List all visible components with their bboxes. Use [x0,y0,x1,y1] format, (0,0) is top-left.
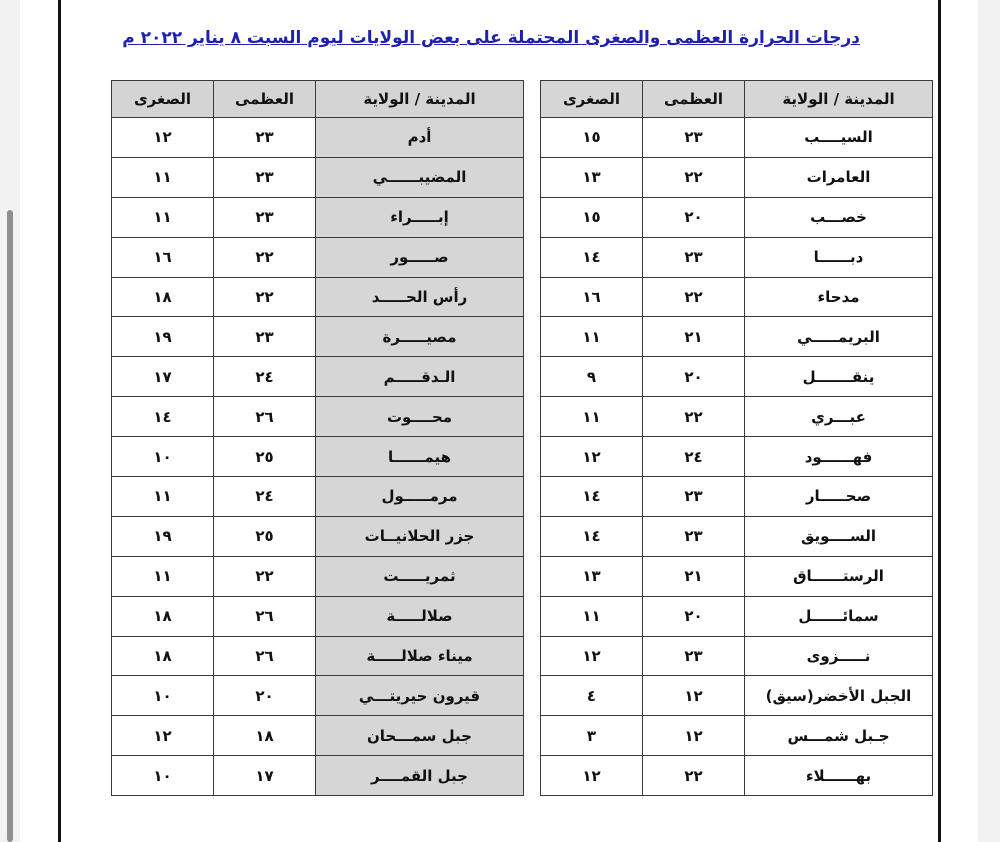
max-temp-cell: ٢٠ [643,357,745,397]
city-cell: مدحاء [745,277,933,317]
city-cell: ثمريـــــت [316,556,524,596]
max-temp-cell: ٢٣ [643,237,745,277]
min-temp-cell: ١١ [112,556,214,596]
max-temp-cell: ٢٣ [643,636,745,676]
city-cell: ينقـــــــل [745,357,933,397]
max-temp-cell: ١٢ [643,716,745,756]
city-cell: البريمـــــي [745,317,933,357]
min-temp-cell: ١١ [541,397,643,437]
vertical-scrollbar[interactable] [7,210,13,842]
header-city: المدينة / الولاية [745,81,933,118]
max-temp-cell: ٢٣ [214,118,316,158]
min-temp-cell: ١٤ [541,516,643,556]
city-cell: المضيبــــــي [316,157,524,197]
max-temp-cell: ١٧ [214,756,316,796]
table-row [112,197,524,237]
min-temp-cell: ١٢ [541,437,643,477]
min-temp-cell: ١٠ [112,437,214,477]
table-row [112,516,524,556]
page-border-right [938,0,941,842]
city-cell: محــــوت [316,397,524,437]
table-row [541,118,933,158]
table-row [541,477,933,517]
table-row [112,596,524,636]
city-cell: العامرات [745,157,933,197]
table-row [541,676,933,716]
min-temp-cell: ١١ [112,197,214,237]
city-cell: الـدقـــــم [316,357,524,397]
max-temp-cell: ٢٦ [214,397,316,437]
min-temp-cell: ١٦ [541,277,643,317]
header-min: الصغرى [112,81,214,118]
max-temp-cell: ٢١ [643,317,745,357]
max-temp-cell: ٢٣ [214,317,316,357]
table-row [541,237,933,277]
max-temp-cell: ٢١ [643,556,745,596]
min-temp-cell: ١٣ [541,157,643,197]
max-temp-cell: ٢٠ [214,676,316,716]
city-cell: نـــــزوى [745,636,933,676]
city-cell: إبـــــراء [316,197,524,237]
min-temp-cell: ١٠ [112,756,214,796]
min-temp-cell: ١٤ [112,397,214,437]
table-row [112,636,524,676]
table-row [112,716,524,756]
min-temp-cell: ١٨ [112,277,214,317]
max-temp-cell: ٢٣ [643,118,745,158]
min-temp-cell: ١١ [541,596,643,636]
header-max: العظمى [643,81,745,118]
max-temp-cell: ٢٣ [214,157,316,197]
city-cell: صحـــــار [745,477,933,517]
city-cell: مصيـــــرة [316,317,524,357]
max-temp-cell: ١٨ [214,716,316,756]
table-header-row [541,81,933,118]
max-temp-cell: ٢٦ [214,636,316,676]
table-row [112,437,524,477]
header-city: المدينة / الولاية [316,81,524,118]
header-max: العظمى [214,81,316,118]
max-temp-cell: ٢٣ [214,197,316,237]
min-temp-cell: ١٦ [112,237,214,277]
city-cell: مرمـــــول [316,477,524,517]
table-row [541,437,933,477]
header-min: الصغرى [541,81,643,118]
min-temp-cell: ١٨ [112,596,214,636]
max-temp-cell: ٢٤ [214,357,316,397]
min-temp-cell: ١١ [112,157,214,197]
city-cell: فهــــــود [745,437,933,477]
table-row [112,157,524,197]
min-temp-cell: ١٧ [112,357,214,397]
table-row [541,596,933,636]
temperature-table-left [111,80,524,796]
table-row [541,157,933,197]
min-temp-cell: ١٩ [112,516,214,556]
max-temp-cell: ٢٠ [643,596,745,636]
min-temp-cell: ١٢ [112,716,214,756]
table-row [112,357,524,397]
city-cell: السيــــب [745,118,933,158]
city-cell: قيرون حيريتـــي [316,676,524,716]
page-border-left [58,0,61,842]
city-cell: جبل القمــــر [316,756,524,796]
min-temp-cell: ١٨ [112,636,214,676]
temperature-table-right [540,80,933,796]
min-temp-cell: ١٤ [541,237,643,277]
max-temp-cell: ٢٢ [214,556,316,596]
table-row [541,556,933,596]
city-cell: ميناء صلالـــــة [316,636,524,676]
table-row [541,636,933,676]
table-row [112,676,524,716]
min-temp-cell: ١٢ [541,636,643,676]
min-temp-cell: ١١ [112,477,214,517]
min-temp-cell: ١٠ [112,676,214,716]
table-header-row [112,81,524,118]
table-row [541,197,933,237]
table-row [112,556,524,596]
city-cell: أدم [316,118,524,158]
table-row [112,477,524,517]
max-temp-cell: ٢٢ [214,277,316,317]
max-temp-cell: ٢٦ [214,596,316,636]
table-row [541,756,933,796]
city-cell: دبــــــا [745,237,933,277]
min-temp-cell: ١٥ [541,118,643,158]
min-temp-cell: ١٢ [112,118,214,158]
city-cell: صلالـــــة [316,596,524,636]
max-temp-cell: ٢٢ [214,237,316,277]
city-cell: رأس الحـــــد [316,277,524,317]
max-temp-cell: ٢٣ [643,477,745,517]
table-row [541,317,933,357]
min-temp-cell: ٤ [541,676,643,716]
table-row [541,357,933,397]
max-temp-cell: ٢٢ [643,397,745,437]
max-temp-cell: ٢٥ [214,437,316,477]
table-row [112,397,524,437]
city-cell: سمائــــــل [745,596,933,636]
min-temp-cell: ١٩ [112,317,214,357]
max-temp-cell: ٢٢ [643,157,745,197]
max-temp-cell: ٢٢ [643,277,745,317]
max-temp-cell: ٢٣ [643,516,745,556]
min-temp-cell: ١٤ [541,477,643,517]
max-temp-cell: ٢٠ [643,197,745,237]
city-cell: هيمــــــا [316,437,524,477]
min-temp-cell: ١٢ [541,756,643,796]
min-temp-cell: ١٥ [541,197,643,237]
table-row [541,397,933,437]
city-cell: صـــــور [316,237,524,277]
min-temp-cell: ١١ [541,317,643,357]
city-cell: خصـــب [745,197,933,237]
max-temp-cell: ١٢ [643,676,745,716]
document-title: درجات الحرارة العظمى والصغرى المحتملة على بعض الولايات ليوم السبت ٨ يناير ٢٠٢٢ م [122,28,860,48]
table-row [112,237,524,277]
city-cell: جـبل شمـــس [745,716,933,756]
city-cell: الســــويق [745,516,933,556]
city-cell: جزر الحلانيــات [316,516,524,556]
table-row [541,277,933,317]
min-temp-cell: ٩ [541,357,643,397]
min-temp-cell: ٣ [541,716,643,756]
city-cell: الرستــــــاق [745,556,933,596]
min-temp-cell: ١٣ [541,556,643,596]
table-row [112,756,524,796]
max-temp-cell: ٢٤ [643,437,745,477]
max-temp-cell: ٢٤ [214,477,316,517]
city-cell: جبل سمـــحان [316,716,524,756]
table-row [112,277,524,317]
city-cell: بهــــــلاء [745,756,933,796]
max-temp-cell: ٢٥ [214,516,316,556]
table-row [112,118,524,158]
table-row [112,317,524,357]
table-row [541,516,933,556]
city-cell: عبـــري [745,397,933,437]
city-cell: الجبل الأخضر(سيق) [745,676,933,716]
max-temp-cell: ٢٢ [643,756,745,796]
table-row [541,716,933,756]
